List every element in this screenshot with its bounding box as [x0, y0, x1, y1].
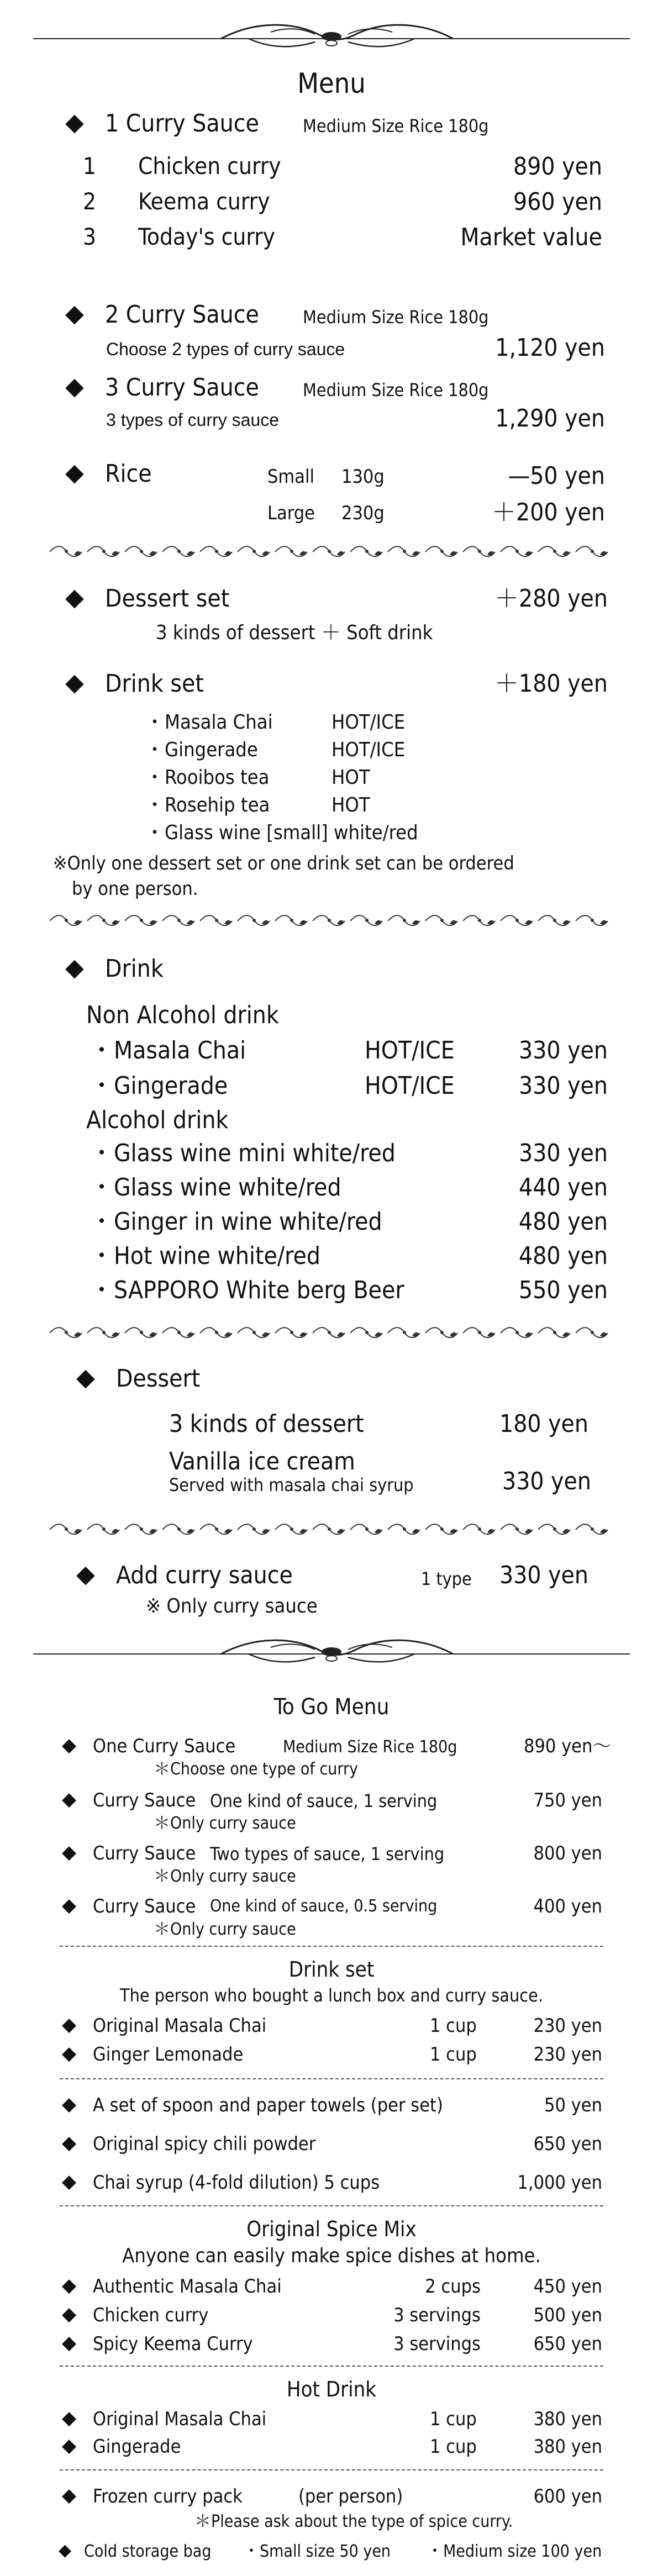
togo-drink-qty: 1 cup [430, 2015, 477, 2037]
vine-divider-ornament [50, 544, 613, 560]
dashed-divider [60, 1946, 603, 1947]
one-curry-label: 1 Curry Sauce [105, 109, 259, 138]
diamond-bullet-icon: ◆ [62, 1734, 77, 1756]
drink-item: ・Glass wine white/red [90, 1173, 341, 1202]
spice-mix-qty: 3 servings [393, 2304, 481, 2326]
three-curry-note: Medium Size Rice 180g [303, 380, 489, 401]
one-curry-note: Medium Size Rice 180g [303, 115, 489, 136]
item-number: 2 [83, 188, 97, 215]
drink-item: ・SAPPORO White berg Beer [90, 1276, 404, 1304]
rice-small-grams: 130g [341, 466, 385, 488]
togo-extra-name: A set of spoon and paper towels (per set) [93, 2094, 443, 2116]
item-number: 3 [83, 223, 97, 250]
togo-extra-price: 650 yen [533, 2133, 602, 2155]
hot-drink-name: Original Masala Chai [93, 2408, 267, 2430]
add-curry-note: ※ Only curry sauce [146, 1595, 318, 1618]
frozen-per: (per person) [298, 2485, 403, 2507]
non-alcohol-heading: Non Alcohol drink [86, 1001, 279, 1029]
three-curry-sub: 3 types of curry sauce [106, 410, 280, 430]
item-name: Today's curry [138, 223, 276, 250]
drink-set-temp: HOT/ICE [332, 739, 406, 761]
add-curry-type: 1 type [421, 1568, 472, 1589]
dessert-price: 330 yen [502, 1467, 591, 1495]
drink-price: 330 yen [519, 1072, 608, 1100]
rice-label: Rice [105, 460, 152, 488]
diamond-bullet-icon: ◆ [65, 583, 84, 612]
vine-divider-ornament [50, 1325, 613, 1341]
drink-price: 480 yen [519, 1242, 608, 1270]
frozen-note: ＊Please ask about the type of spice curry. [194, 2512, 513, 2531]
diamond-bullet-icon: ◆ [62, 2274, 77, 2296]
dashed-divider [60, 2469, 603, 2470]
diamond-bullet-icon: ◆ [65, 108, 84, 136]
spice-mix-title: Original Spice Mix [246, 2217, 417, 2241]
togo-extra-name: Chai syrup (4-fold dilution) 5 cups [93, 2172, 380, 2194]
dessert-set-label: Dessert set [105, 584, 230, 613]
drink-label: Drink [105, 955, 164, 983]
drink-item: ・Glass wine mini white/red [90, 1139, 396, 1167]
rice-small: Small [267, 466, 314, 488]
dessert-item: Vanilla ice cream [169, 1447, 355, 1476]
spice-mix-name: Chicken curry [93, 2304, 209, 2326]
diamond-bullet-icon: ◆ [76, 1560, 95, 1588]
drink-price: 440 yen [519, 1173, 608, 1202]
togo-item-price: 750 yen [533, 1789, 602, 1811]
dessert-set-desc: 3 kinds of dessert ＋ Soft drink [156, 621, 433, 644]
togo-drink-price: 230 yen [533, 2015, 602, 2037]
diamond-bullet-icon: ◆ [65, 668, 84, 697]
togo-item-note: ＊Choose one type of curry [154, 1760, 359, 1779]
scroll-flourish-ornament [33, 15, 630, 60]
togo-item-detail: One kind of sauce, 1 serving [210, 1790, 438, 1811]
three-curry-price: 1,290 yen [495, 404, 605, 433]
rice-small-price: —50 yen [508, 462, 605, 490]
drink-set-price: ＋180 yen [494, 670, 608, 698]
item-price: 890 yen [513, 152, 602, 181]
menu-title: Menu [297, 67, 366, 99]
drink-price: 550 yen [519, 1276, 608, 1304]
togo-item-name: Curry Sauce [93, 1789, 196, 1811]
frozen-price: 600 yen [533, 2485, 602, 2507]
item-number: 1 [83, 152, 97, 180]
dessert-set-price: ＋280 yen [494, 584, 608, 613]
drink-set-item: ・Gingerade [145, 739, 258, 761]
togo-item-price: 400 yen [533, 1895, 602, 1917]
diamond-bullet-icon: ◆ [62, 2303, 77, 2325]
spice-mix-price: 500 yen [533, 2304, 602, 2326]
togo-title: To Go Menu [273, 1694, 390, 1720]
drink-item: ・Masala Chai [90, 1036, 246, 1065]
drink-set-note: by one person. [72, 878, 198, 900]
togo-item-name: Curry Sauce [93, 1842, 196, 1864]
diamond-bullet-icon: ◆ [65, 372, 84, 401]
item-price: Market value [460, 223, 602, 251]
rice-large-grams: 230g [341, 502, 385, 524]
two-curry-sub: Choose 2 types of curry sauce [106, 339, 345, 359]
togo-item-detail: Two types of sauce, 1 serving [210, 1843, 445, 1864]
diamond-bullet-icon: ◆ [62, 2014, 77, 2036]
diamond-bullet-icon: ◆ [62, 1894, 77, 1916]
two-curry-price: 1,120 yen [495, 334, 605, 362]
add-curry-label: Add curry sauce [116, 1561, 293, 1589]
drink-set-temp: HOT [332, 766, 370, 789]
diamond-bullet-icon: ◆ [65, 299, 84, 328]
scroll-flourish-ornament [33, 1630, 630, 1674]
diamond-bullet-icon: ◆ [62, 2407, 77, 2429]
spice-mix-price: 650 yen [533, 2333, 602, 2355]
dashed-divider [60, 2366, 603, 2367]
togo-item-detail: One kind of sauce, 0.5 serving [210, 1897, 438, 1916]
item-name: Keema curry [138, 188, 270, 215]
spice-mix-qty: 2 cups [425, 2275, 481, 2298]
dashed-divider [60, 2205, 603, 2206]
add-curry-price: 330 yen [499, 1561, 588, 1589]
bag-small: ・Small size 50 yen [243, 2542, 391, 2561]
hot-drink-qty: 1 cup [430, 2408, 477, 2430]
togo-drink-set-desc: The person who bought a lunch box and curry sauce. [120, 1985, 543, 2006]
bag-name: Cold storage bag [84, 2542, 212, 2561]
drink-item: ・Ginger in wine white/red [90, 1208, 382, 1236]
spice-mix-price: 450 yen [533, 2275, 602, 2298]
spice-mix-name: Authentic Masala Chai [93, 2275, 282, 2298]
vine-divider-ornament [50, 913, 613, 929]
drink-temp: HOT/ICE [365, 1036, 455, 1065]
dessert-item-sub: Served with masala chai syrup [169, 1474, 414, 1495]
togo-item-detail: Medium Size Rice 180g [283, 1737, 457, 1757]
diamond-bullet-icon: ◆ [62, 2435, 77, 2457]
togo-item-price: 890 yen〜 [524, 1735, 612, 1757]
drink-price: 480 yen [519, 1208, 608, 1236]
dessert-price: 180 yen [499, 1410, 588, 1438]
bag-medium: ・Medium size 100 yen [427, 2542, 602, 2561]
togo-item-name: One Curry Sauce [93, 1735, 236, 1757]
diamond-bullet-icon: ◆ [65, 954, 84, 982]
drink-set-label: Drink set [105, 670, 204, 698]
togo-drink-set-title: Drink set [288, 1957, 375, 1982]
togo-drink-price: 230 yen [533, 2043, 602, 2066]
spice-mix-desc: Anyone can easily make spice dishes at home. [122, 2245, 541, 2267]
hot-drink-qty: 1 cup [430, 2436, 477, 2458]
hot-drink-price: 380 yen [533, 2436, 602, 2458]
drink-item: ・Hot wine white/red [90, 1242, 320, 1270]
drink-set-item: ・Glass wine [small] white/red [145, 821, 418, 844]
spice-mix-qty: 3 servings [393, 2333, 481, 2355]
item-name: Chicken curry [138, 152, 281, 180]
togo-item-price: 800 yen [533, 1842, 602, 1864]
togo-drink-name: Original Masala Chai [93, 2015, 267, 2037]
diamond-bullet-icon: ◆ [65, 459, 84, 487]
drink-set-item: ・Rooibos tea [145, 766, 270, 789]
hot-drink-title: Hot Drink [286, 2377, 377, 2401]
diamond-bullet-icon: ◆ [62, 2042, 77, 2064]
diamond-bullet-icon: ◆ [62, 1841, 77, 1863]
hot-drink-price: 380 yen [533, 2408, 602, 2430]
togo-item-note: ＊Only curry sauce [154, 1920, 296, 1939]
diamond-bullet-icon: ◆ [59, 2541, 72, 2560]
diamond-bullet-icon: ◆ [62, 2093, 77, 2115]
togo-extra-name: Original spicy chili powder [93, 2133, 316, 2155]
togo-extra-price: 50 yen [544, 2094, 602, 2116]
two-curry-label: 2 Curry Sauce [105, 301, 259, 329]
diamond-bullet-icon: ◆ [62, 2332, 77, 2354]
drink-set-item: ・Rosehip tea [145, 794, 270, 816]
drink-set-note: ※Only one dessert set or one drink set can be ordered [53, 852, 514, 875]
drink-temp: HOT/ICE [365, 1072, 455, 1100]
togo-item-note: ＊Only curry sauce [154, 1867, 296, 1886]
diamond-bullet-icon: ◆ [62, 2484, 77, 2506]
dessert-item: 3 kinds of dessert [169, 1410, 364, 1438]
rice-large-price: ＋200 yen [492, 498, 605, 526]
spice-mix-name: Spicy Keema Curry [93, 2333, 253, 2355]
togo-item-name: Curry Sauce [93, 1895, 196, 1917]
drink-item: ・Gingerade [90, 1072, 228, 1100]
togo-drink-qty: 1 cup [430, 2043, 477, 2066]
drink-set-item: ・Masala Chai [145, 711, 273, 734]
frozen-name: Frozen curry pack [93, 2485, 243, 2507]
two-curry-note: Medium Size Rice 180g [303, 307, 489, 328]
drink-set-temp: HOT [332, 794, 370, 816]
diamond-bullet-icon: ◆ [76, 1363, 95, 1392]
togo-extra-price: 1,000 yen [517, 2172, 602, 2194]
togo-drink-name: Ginger Lemonade [93, 2043, 244, 2066]
diamond-bullet-icon: ◆ [62, 1788, 77, 1810]
diamond-bullet-icon: ◆ [62, 2132, 77, 2154]
dashed-divider [60, 2078, 603, 2079]
diamond-bullet-icon: ◆ [62, 2171, 77, 2193]
three-curry-label: 3 Curry Sauce [105, 373, 259, 402]
drink-price: 330 yen [519, 1139, 608, 1167]
dessert-label: Dessert [116, 1365, 201, 1393]
item-price: 960 yen [513, 188, 602, 216]
drink-set-temp: HOT/ICE [332, 711, 406, 734]
rice-large: Large [267, 502, 315, 524]
hot-drink-name: Gingerade [93, 2436, 181, 2458]
drink-price: 330 yen [519, 1036, 608, 1065]
togo-item-note: ＊Only curry sauce [154, 1814, 296, 1833]
vine-divider-ornament [50, 1521, 613, 1538]
alcohol-heading: Alcohol drink [86, 1106, 229, 1134]
